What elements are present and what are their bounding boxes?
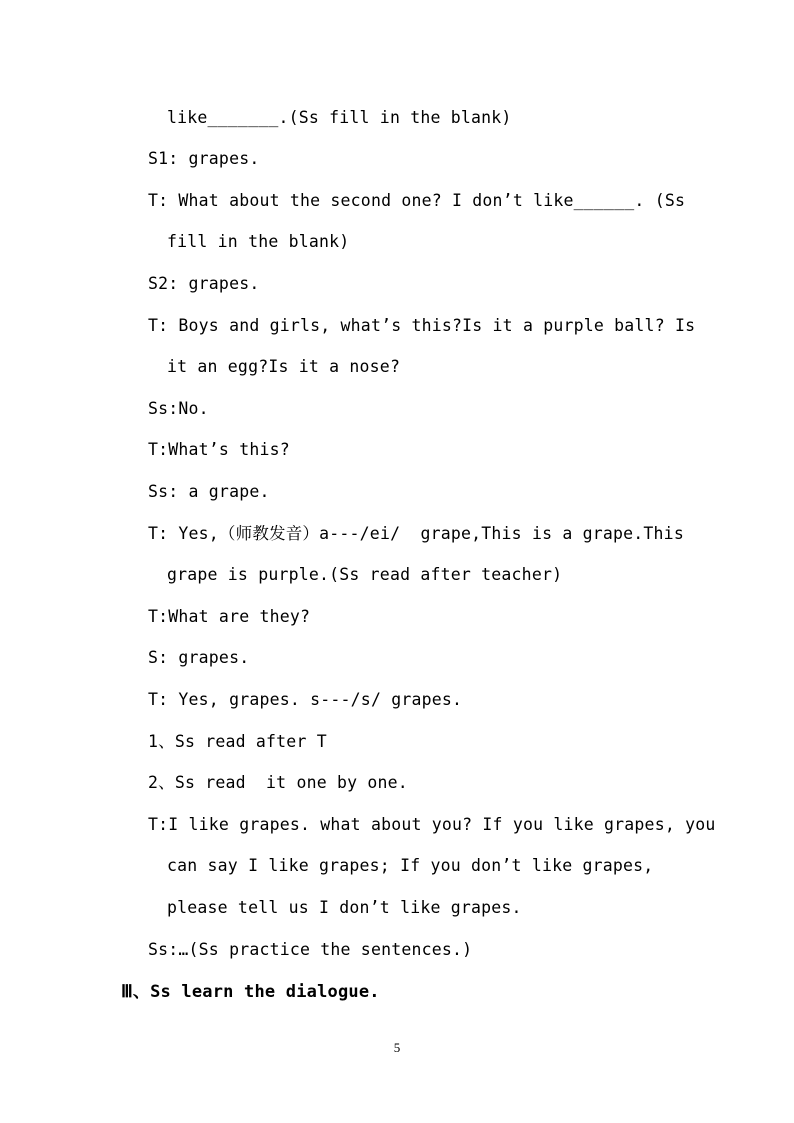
text-line-3: T: What about the second one? I don’t like______. (Ss: [148, 191, 686, 210]
text-line-15: T: Yes, grapes. s---/s/ grapes.: [148, 690, 463, 709]
text-line-20: please tell us I don’t like grapes.: [167, 898, 522, 917]
text-line-18: T:I like grapes. what about you? If you like grapes, you: [148, 815, 716, 834]
text-line-13: T:What are they?: [148, 607, 311, 626]
text-line-8: Ss:No.: [148, 399, 209, 418]
text-line-10: Ss: a grape.: [148, 482, 270, 501]
text-line-7: it an egg?Is it a nose?: [167, 357, 401, 376]
text-line-2: S1: grapes.: [148, 149, 260, 168]
text-line-12: grape is purple.(Ss read after teacher): [167, 565, 563, 584]
text-line-21: Ss:…(Ss practice the sentences.): [148, 940, 473, 959]
text-line-5: S2: grapes.: [148, 274, 260, 293]
text-line-19: can say I like grapes; If you don’t like grapes,: [167, 856, 654, 875]
text-line-6: T: Boys and girls, what’s this?Is it a purple ball? Is: [148, 316, 696, 335]
text-line-14: S: grapes.: [148, 648, 250, 667]
text-line-11: T: Yes,（师教发音）a---/ei/ grape,This is a grape.This: [148, 524, 684, 543]
page-number: 5: [393, 1040, 401, 1055]
text-line-17: 2、Ss read it one by one.: [148, 773, 408, 792]
text-line-4: fill in the blank): [167, 232, 350, 251]
text-line-16: 1、Ss read after T: [148, 732, 327, 751]
text-line-9: T:What’s this?: [148, 440, 290, 459]
section-heading: Ⅲ、Ss learn the dialogue.: [121, 982, 380, 1002]
text-line-1: like_______.(Ss fill in the blank): [167, 108, 512, 127]
